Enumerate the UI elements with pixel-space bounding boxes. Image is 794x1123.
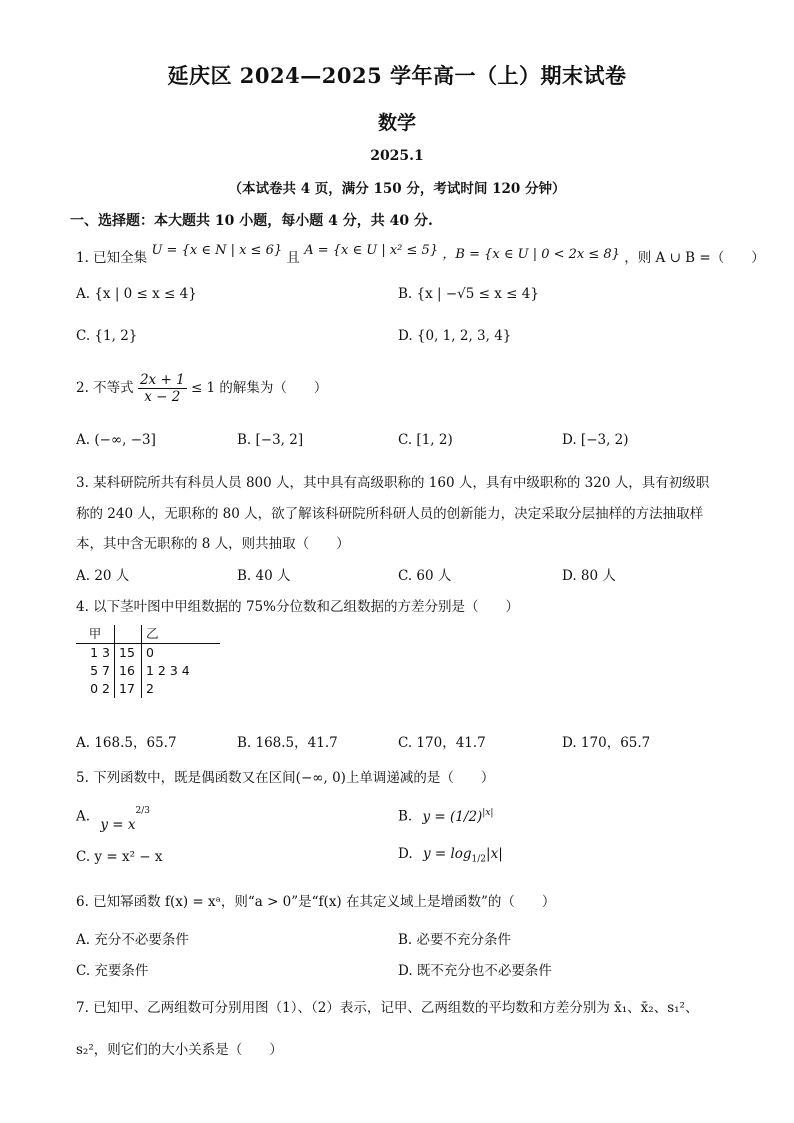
- stem-value: 16: [115, 662, 142, 680]
- leaf-right: 0: [146, 645, 154, 660]
- stem-value: 15: [115, 644, 142, 663]
- leaf-right: 2: [146, 681, 154, 696]
- leaf-left: 0 2: [90, 681, 110, 696]
- leaf-left: 5 7: [90, 663, 110, 678]
- leaf-right: 1 2 3 4: [146, 663, 190, 678]
- question-3-line-2: 称的 240 人，无职称的 80 人，欲了解该科研院所科研人员的创新能力，决定采取分层抽样的方法抽取样: [76, 506, 704, 522]
- q1-prefix: 1. 已知全集: [76, 250, 148, 266]
- stem-leaf-plot: [76, 625, 220, 698]
- q6-option-b: B. 必要不充分条件: [398, 932, 512, 948]
- q2-denominator: x − 2: [144, 389, 181, 405]
- q1-option-d: D. {0, 1, 2, 3, 4}: [398, 328, 512, 344]
- q5-option-d: [398, 846, 503, 865]
- q5-option-d-tail: |x|: [486, 846, 503, 862]
- stem-row: [76, 644, 220, 663]
- q6-option-c: C. 充要条件: [76, 963, 149, 979]
- question-1: [76, 243, 765, 266]
- q5-option-b: [398, 808, 493, 825]
- q3-option-a: A. 20 人: [76, 568, 130, 584]
- q1-mid: 且: [286, 250, 300, 266]
- q6-option-a: A. 充分不必要条件: [76, 932, 189, 948]
- stem-leaf-table: [76, 625, 220, 698]
- question-7-line-2: s₂²，则它们的大小关系是（ ）: [76, 1042, 283, 1058]
- leaf-left: 1 3: [90, 645, 110, 660]
- q5-option-a: [76, 806, 150, 833]
- question-4: 4. 以下茎叶图中甲组数据的 75%分位数和乙组数据的方差分别是（ ）: [76, 599, 519, 615]
- question-7-line-1: 7. 已知甲、乙两组数可分别用图（1）、（2）表示，记甲、乙两组数的平均数和方差分别为 x̄₁、x̄₂、s₁²、: [76, 1000, 699, 1016]
- subject-title: 数学: [377, 112, 416, 134]
- exam-note: （本试卷共 4 页，满分 150 分，考试时间 120 分钟）: [228, 181, 566, 197]
- stem-row: [76, 680, 220, 698]
- q1-option-a: A. {x | 0 ≤ x ≤ 4}: [76, 286, 197, 302]
- q5-option-b-expr: y = (1/2): [422, 808, 483, 825]
- q2-tail: ≤ 1 的解集为（ ）: [190, 380, 328, 396]
- stem-header-mid: [115, 625, 142, 644]
- q2-option-c: C. [1, 2): [398, 432, 453, 448]
- q5-option-c: C. y = x² − x: [76, 849, 163, 865]
- q5-option-a-expr: y = x: [100, 816, 136, 833]
- q2-prefix: 2. 不等式: [76, 380, 134, 396]
- q2-option-d: D. [−3, 2): [562, 432, 629, 448]
- stem-header-left: 甲: [76, 625, 115, 644]
- q4-option-c: C. 170，41.7: [398, 735, 486, 751]
- q3-option-d: D. 80 人: [562, 568, 616, 584]
- question-3-line-1: 3. 某科研院所共有科员人员 800 人，其中具有高级职称的 160 人，具有中级职称的 320 人，具有初级职: [76, 475, 710, 491]
- q5-option-d-base: 1/2: [471, 854, 487, 865]
- q4-option-b: B. 168.5，41.7: [237, 735, 338, 751]
- q1-set-u: U = {x ∈ N | x ≤ 6}: [151, 243, 283, 258]
- question-2: [76, 372, 327, 405]
- q1-option-b: B. {x | −√5 ≤ x ≤ 4}: [398, 286, 539, 302]
- q3-option-c: C. 60 人: [398, 568, 452, 584]
- q1-tail: ，则 A ∪ B =（ ）: [624, 250, 765, 266]
- section-heading: 一、选择题：本大题共 10 小题，每小题 4 分，共 40 分.: [70, 213, 433, 229]
- question-5: 5. 下列函数中，既是偶函数又在区间(−∞, 0)上单调递减的是（ ）: [76, 770, 495, 786]
- q1-set-b: ，B = {x ∈ U | 0 < 2x ≤ 8}: [442, 247, 620, 262]
- stem-row: [76, 662, 220, 680]
- q2-fraction: [138, 372, 187, 405]
- q5-option-d-expr: y = log: [422, 846, 472, 862]
- q2-numerator: 2x + 1: [139, 372, 185, 388]
- q2-option-a: A. (−∞, −3]: [76, 432, 156, 448]
- q1-option-c: C. {1, 2}: [76, 328, 138, 344]
- stem-value: 17: [115, 680, 142, 698]
- q1-set-a: A = {x ∈ U | x² ≤ 5}: [304, 243, 439, 258]
- q4-option-a: A. 168.5，65.7: [76, 735, 177, 751]
- q5-option-d-label: D.: [398, 846, 413, 862]
- exam-date: 2025.1: [370, 148, 424, 164]
- q5-option-b-exponent: |x|: [482, 808, 494, 818]
- q5-option-a-exponent: 2/3: [135, 806, 150, 816]
- exam-title: 延庆区 2024—2025 学年高一（上）期末试卷: [167, 63, 627, 88]
- q6-option-d: D. 既不充分也不必要条件: [398, 963, 552, 979]
- stem-header-right: 乙: [142, 625, 221, 644]
- q3-option-b: B. 40 人: [237, 568, 291, 584]
- q2-option-b: B. [−3, 2]: [237, 432, 304, 448]
- question-6: 6. 已知幂函数 f(x) = xᵃ，则“a > 0”是“f(x) 在其定义域上是增函数”的（ ）: [76, 894, 556, 910]
- q5-option-a-label: A.: [76, 808, 91, 825]
- question-3-line-3: 本，其中含无职称的 8 人，则共抽取（ ）: [76, 536, 350, 552]
- q4-option-d: D. 170，65.7: [562, 735, 651, 751]
- q5-option-b-label: B.: [398, 808, 413, 825]
